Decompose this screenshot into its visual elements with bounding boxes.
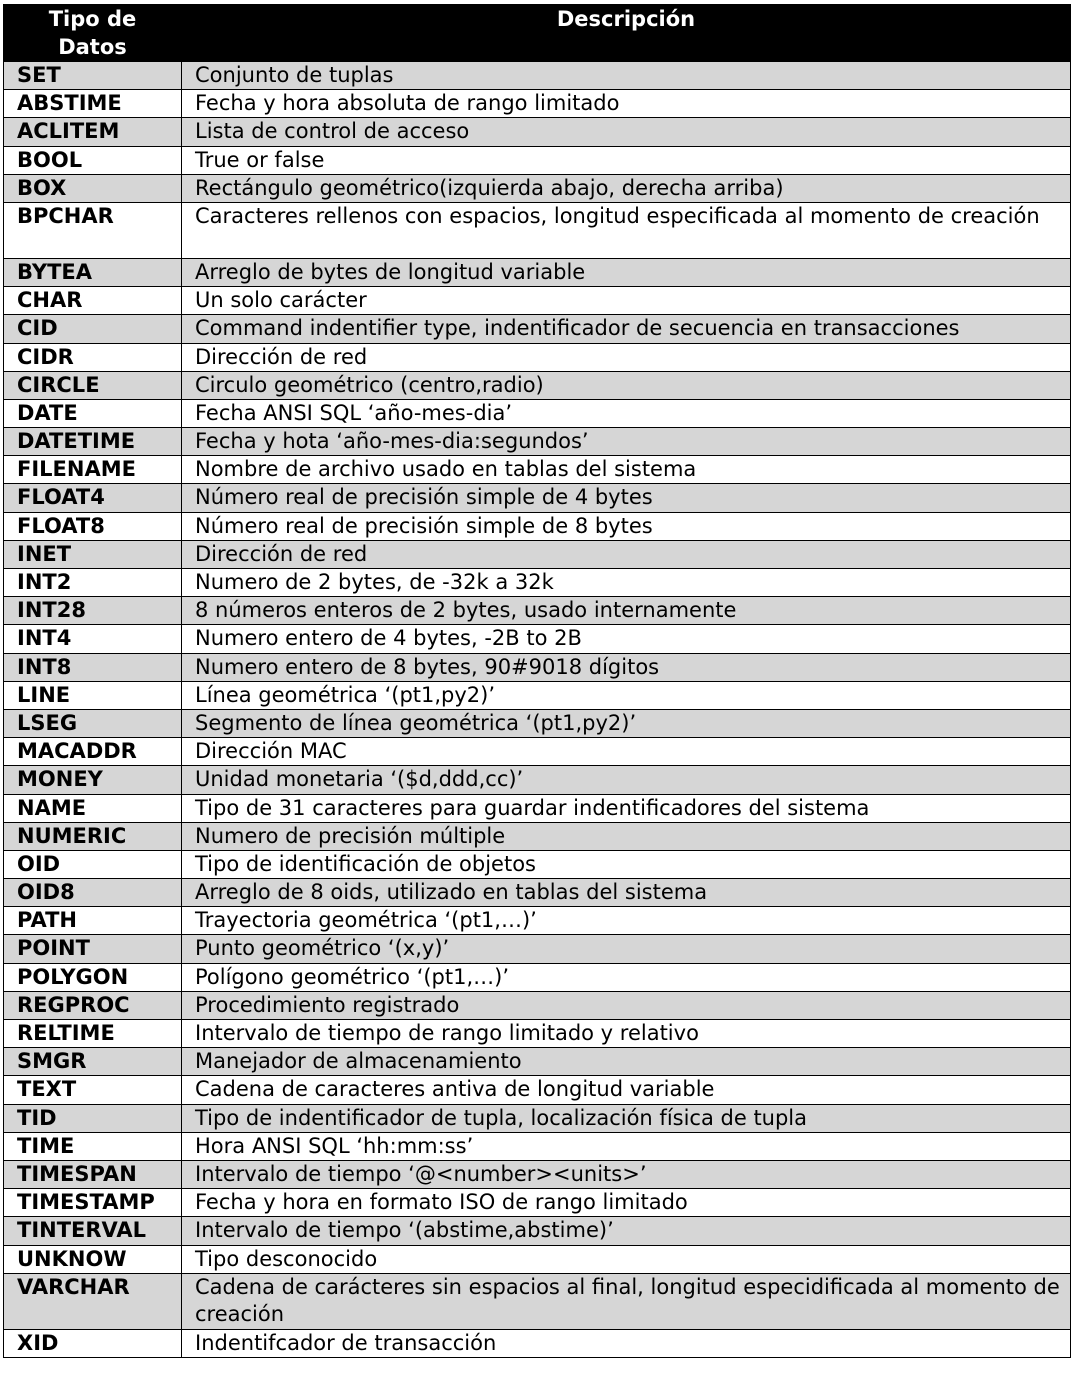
table-row: [4, 794, 1071, 822]
cell-type: TID: [4, 1104, 182, 1132]
cell-description: Intervalo de tiempo ‘@<number><units>’: [182, 1160, 1071, 1188]
cell-type: NUMERIC: [4, 822, 182, 850]
table-body: [4, 62, 1071, 1358]
header-type: [4, 5, 182, 62]
cell-description: Numero entero de 4 bytes, -2B to 2B: [182, 625, 1071, 653]
cell-type: BYTEA: [4, 258, 182, 286]
cell-description: Numero de precisión múltiple: [182, 822, 1071, 850]
cell-description: Indentifcador de transacción: [182, 1329, 1071, 1357]
table-row: [4, 484, 1071, 512]
cell-type: DATETIME: [4, 428, 182, 456]
cell-type: TEXT: [4, 1076, 182, 1104]
cell-description: Circulo geométrico (centro,radio): [182, 371, 1071, 399]
table-row: [4, 1076, 1071, 1104]
table-row: [4, 963, 1071, 991]
cell-description: Fecha y hora absoluta de rango limitado: [182, 90, 1071, 118]
table-row: [4, 371, 1071, 399]
table-row: [4, 1132, 1071, 1160]
cell-type: BOX: [4, 174, 182, 202]
cell-type: BOOL: [4, 146, 182, 174]
cell-type: CIDR: [4, 343, 182, 371]
table-row: [4, 202, 1071, 258]
table-row: [4, 850, 1071, 878]
cell-description: Fecha ANSI SQL ‘año-mes-dia’: [182, 399, 1071, 427]
cell-type: PATH: [4, 907, 182, 935]
table-row: [4, 428, 1071, 456]
cell-description: 8 números enteros de 2 bytes, usado internamente: [182, 597, 1071, 625]
header-type-line2: Datos: [58, 35, 127, 59]
cell-description: Numero de 2 bytes, de -32k a 32k: [182, 569, 1071, 597]
table-row: [4, 512, 1071, 540]
table-row: [4, 1189, 1071, 1217]
cell-type: DATE: [4, 399, 182, 427]
cell-description: Caracteres rellenos con espacios, longitud especificada al momento de creación: [182, 202, 1071, 258]
cell-type: OID8: [4, 879, 182, 907]
cell-description: Tipo de 31 caracteres para guardar indentificadores del sistema: [182, 794, 1071, 822]
cell-description: Número real de precisión simple de 4 bytes: [182, 484, 1071, 512]
cell-type: CIRCLE: [4, 371, 182, 399]
table-row: [4, 118, 1071, 146]
cell-type: INET: [4, 540, 182, 568]
cell-description: Arreglo de 8 oids, utilizado en tablas del sistema: [182, 879, 1071, 907]
cell-type: REGPROC: [4, 991, 182, 1019]
cell-description: Fecha y hora en formato ISO de rango limitado: [182, 1189, 1071, 1217]
cell-type: FLOAT4: [4, 484, 182, 512]
cell-description: Lista de control de acceso: [182, 118, 1071, 146]
cell-type: FLOAT8: [4, 512, 182, 540]
cell-type: TIMESPAN: [4, 1160, 182, 1188]
cell-type: ACLITEM: [4, 118, 182, 146]
cell-description: Tipo desconocido: [182, 1245, 1071, 1273]
cell-description: True or false: [182, 146, 1071, 174]
cell-type: CID: [4, 315, 182, 343]
cell-description: Unidad monetaria ‘($d,ddd,cc)’: [182, 766, 1071, 794]
table-row: [4, 315, 1071, 343]
cell-description: Conjunto de tuplas: [182, 62, 1071, 90]
cell-type: OID: [4, 850, 182, 878]
table-row: [4, 569, 1071, 597]
cell-description: Cadena de caracteres antiva de longitud variable: [182, 1076, 1071, 1104]
cell-type: MACADDR: [4, 738, 182, 766]
cell-description: Número real de precisión simple de 8 bytes: [182, 512, 1071, 540]
cell-description: Tipo de identificación de objetos: [182, 850, 1071, 878]
table-row: [4, 822, 1071, 850]
table-row: [4, 343, 1071, 371]
cell-description: Procedimiento registrado: [182, 991, 1071, 1019]
table-row: [4, 709, 1071, 737]
table-row: [4, 1048, 1071, 1076]
table-row: [4, 991, 1071, 1019]
cell-description: Línea geométrica ‘(pt1,py2)’: [182, 681, 1071, 709]
cell-type: NAME: [4, 794, 182, 822]
table-row: [4, 907, 1071, 935]
table-row: [4, 1245, 1071, 1273]
cell-description: Rectángulo geométrico(izquierda abajo, derecha arriba): [182, 174, 1071, 202]
table-row: [4, 1160, 1071, 1188]
cell-description: Segmento de línea geométrica ‘(pt1,py2)’: [182, 709, 1071, 737]
cell-type: FILENAME: [4, 456, 182, 484]
cell-type: SET: [4, 62, 182, 90]
table-row: [4, 1104, 1071, 1132]
cell-description: Command indentifier type, indentificador de secuencia en transacciones: [182, 315, 1071, 343]
table-row: [4, 174, 1071, 202]
cell-description: Punto geométrico ‘(x,y)’: [182, 935, 1071, 963]
cell-type: LSEG: [4, 709, 182, 737]
cell-description: Arreglo de bytes de longitud variable: [182, 258, 1071, 286]
table-row: [4, 766, 1071, 794]
table-row: [4, 287, 1071, 315]
cell-description: Un solo carácter: [182, 287, 1071, 315]
table-row: [4, 738, 1071, 766]
cell-description: Fecha y hota ‘año-mes-dia:segundos’: [182, 428, 1071, 456]
cell-type: RELTIME: [4, 1020, 182, 1048]
cell-type: TIME: [4, 1132, 182, 1160]
cell-type: INT28: [4, 597, 182, 625]
table-row: [4, 1020, 1071, 1048]
table-row: [4, 540, 1071, 568]
cell-description: Trayectoria geométrica ‘(pt1,…)’: [182, 907, 1071, 935]
cell-description: Dirección de red: [182, 540, 1071, 568]
cell-description: Numero entero de 8 bytes, 90#9018 dígitos: [182, 653, 1071, 681]
table-row: [4, 597, 1071, 625]
cell-type: POINT: [4, 935, 182, 963]
cell-type: UNKNOW: [4, 1245, 182, 1273]
cell-type: INT2: [4, 569, 182, 597]
cell-description: Nombre de archivo usado en tablas del sistema: [182, 456, 1071, 484]
cell-type: MONEY: [4, 766, 182, 794]
table-row: [4, 258, 1071, 286]
table-row: [4, 1217, 1071, 1245]
cell-description: Manejador de almacenamiento: [182, 1048, 1071, 1076]
cell-type: SMGR: [4, 1048, 182, 1076]
table-row: [4, 399, 1071, 427]
header-type-line1: Tipo de: [48, 7, 137, 31]
cell-description: Intervalo de tiempo de rango limitado y relativo: [182, 1020, 1071, 1048]
table-row: [4, 1329, 1071, 1357]
cell-description: Tipo de indentificador de tupla, localización física de tupla: [182, 1104, 1071, 1132]
table-row: [4, 935, 1071, 963]
cell-description: Hora ANSI SQL ‘hh:mm:ss’: [182, 1132, 1071, 1160]
cell-type: XID: [4, 1329, 182, 1357]
cell-type: CHAR: [4, 287, 182, 315]
cell-type: POLYGON: [4, 963, 182, 991]
data-types-table-container: [3, 4, 1070, 1358]
cell-type: LINE: [4, 681, 182, 709]
cell-type: ABSTIME: [4, 90, 182, 118]
table-row: [4, 879, 1071, 907]
cell-type: BPCHAR: [4, 202, 182, 258]
table-row: [4, 146, 1071, 174]
table-header-row: [4, 5, 1071, 62]
table-row: [4, 625, 1071, 653]
cell-type: VARCHAR: [4, 1273, 182, 1329]
table-row: [4, 456, 1071, 484]
cell-type: TIMESTAMP: [4, 1189, 182, 1217]
table-row: [4, 681, 1071, 709]
cell-type: INT8: [4, 653, 182, 681]
cell-description: Dirección MAC: [182, 738, 1071, 766]
cell-type: TINTERVAL: [4, 1217, 182, 1245]
table-row: [4, 62, 1071, 90]
table-row: [4, 653, 1071, 681]
cell-description: Polígono geométrico ‘(pt1,…)’: [182, 963, 1071, 991]
cell-type: INT4: [4, 625, 182, 653]
cell-description: Intervalo de tiempo ‘(abstime,abstime)’: [182, 1217, 1071, 1245]
table-row: [4, 90, 1071, 118]
header-description: Descripción: [182, 5, 1071, 62]
data-types-table: [3, 4, 1071, 1358]
cell-description: Cadena de carácteres sin espacios al final, longitud especidificada al momento de creación: [182, 1273, 1071, 1329]
table-row: [4, 1273, 1071, 1329]
cell-description: Dirección de red: [182, 343, 1071, 371]
